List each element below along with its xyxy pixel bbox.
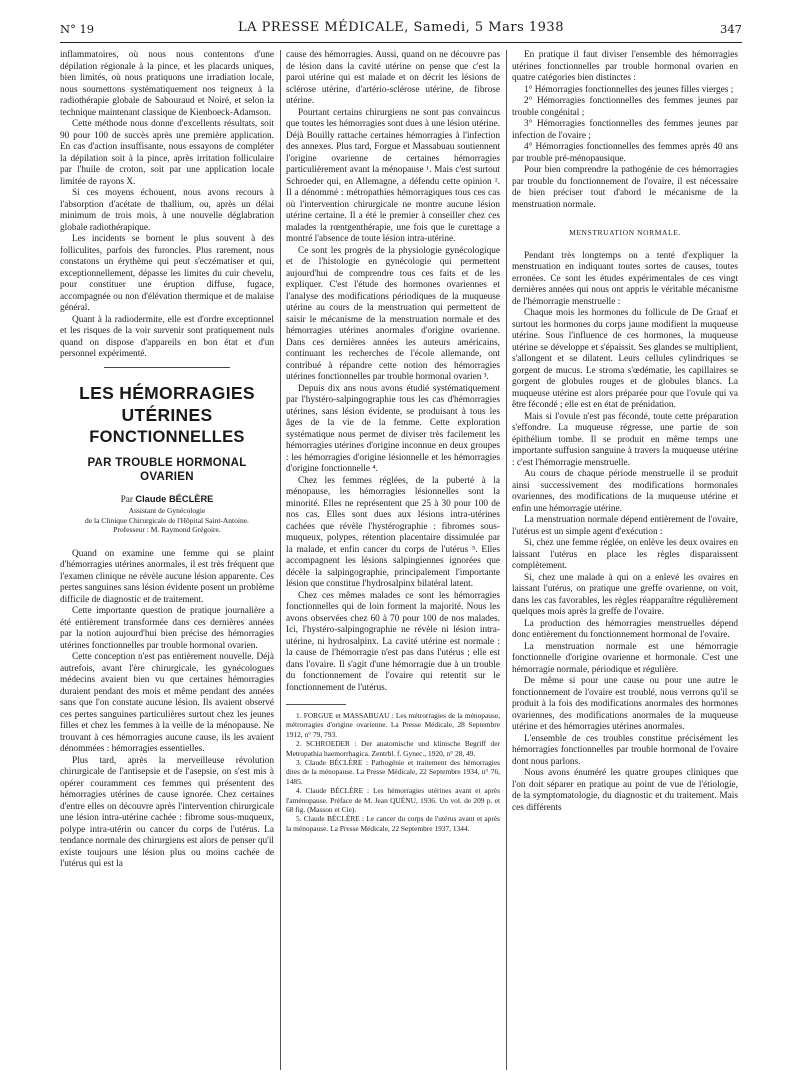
paragraph: Mais si l'ovule n'est pas fécondé, toute cette préparation s'effondre. La muqueuse régresse, une partie de son épithélium tombe. Il se produit en même temps une importante suffusion sanguine à travers la muqueuse utérine : c'est l'hémorragie menstruelle. — [512, 411, 738, 468]
footnote: 1. FORGUE et MASSABUAU : Les métrorragies de la ménopause, métrorragies d'origine ovarienne. La Presse Médicale, 28 Septembre 1912, n° 79, 793. — [286, 711, 500, 739]
footnote: 5. Claude BÉCLÈRE : Le cancer du corps de l'utérus avant et après la ménopause. La Presse Médicale, 22 Septembre 1937, 1344. — [286, 814, 500, 833]
article-subtitle: OVARIEN — [140, 470, 194, 483]
paragraph: Plus tard, après la merveilleuse révolution chirurgicale de l'antisepsie et de l'asepsie, on s'est mis à opérer couramment ces femmes qui présentent des hémorragies utérines de cause ignorée. Chez certaines d'entre elles on découvre après l'intervention chirurgicale une lésion intra-utérine cachée : fibrome sous-muqueux, polype intra-utérin ou cancer du corps de l'utérus. La tendance normale des chirurgiens est alors de penser qu'il existe toujours une lésion plus ou moins cachée de l'utérus qui est la — [60, 755, 274, 869]
paragraph: Nous avons énuméré les quatre groupes cliniques que l'on doit séparer en pratique au point de vue de l'étiologie, de la symptomatologie, du diagnostic et du traitement. Mais ces différents — [512, 768, 738, 813]
paragraph: Chez les femmes réglées, de la puberté à la ménopause, les hémorragies lésionnelles sont la minorité. Elles ne représentent que 25 à 30 pour 100 de nos cas. Elles sont dues aux lésions intra-utérines cachées que révèle l'hystérographie : fibromes sous-muqueux, polypes, rétention placentaire dissimulée par la malade, et enfin cancer du corps de l'utérus ⁵. Elles accompagnent les lésions salpingiennes ignorées que décèle la salpingographie, principalement l'importante lésion que constitue l'hydrosalpinx bilatéral latent. — [286, 475, 500, 589]
paragraph: Pour bien comprendre la pathogénie de ces hémorragies par trouble du fonctionnement de l'ovaire, il est nécessaire de bien préciser tout d'abord le mécanisme de la menstruation normale. — [512, 165, 738, 210]
footnotes — [286, 704, 500, 833]
journal-title: LA PRESSE MÉDICALE, Samedi, 5 Mars 1938 — [238, 20, 564, 35]
paragraph: Les incidents se bornent le plus souvent à des folliculites, parfois des furoncles. Plus rarement, nous constatons un érythème qui peut s'eczématiser et qui, exceptionnellement, dépasse les limites du cuir chevelu, pour constituer une éruption diffuse, fugace, accompagnée ou non d'élévation thermique et de malaise général. — [60, 234, 274, 313]
header-rule — [60, 42, 742, 43]
paragraph: La menstruation normale est une hémorragie fonctionnelle d'origine ovarienne et hormonale. C'est une hémorragie normale, périodique et régulière. — [512, 641, 738, 675]
byline-prefix: Par — [120, 494, 134, 505]
paragraph: De même si pour une cause ou pour une autre le fonctionnement de l'ovaire est troublé, nous verrons qu'il se produit à la fois des modifications anormales des hormones ovariennes, des modifications anormales de la muqueuse utérine et des hémorragies utérines anormales. — [512, 676, 738, 732]
paragraph: Pourtant certains chirurgiens ne sont pas convaincus que toutes les hémorragies sont dues à une lésion utérine. Déjà Bouilly rattache certaines hémorragies à l'infection des annexes. Plus tard, Forgue et Massabuau soutiennent l'origine ovarienne de certaines hémorragies particulièrement avant la ménopause ¹. Mais c'est surtout Schroeder qui, en Allemagne, a défendu cette opinion ². Il a dénommé : métropathies hémorragiques tous ces cas où l'intervention chirurgicale ne montre aucune lésion utérine certaine. Il a été le premier à conseiller chez ces malades la rœntgenthérapie, une fois que le curettage a montré l'absence de toute lésion intra-utérine. — [286, 107, 500, 244]
affiliation-line: de la Clinique Chirurgicale de l'Hôpital Saint-Antoine. — [85, 515, 249, 525]
author-affiliation — [60, 506, 274, 535]
paragraph: Quant à la radiodermite, elle est d'ordre exceptionnel et les risques de la voir survenir sont pratiquement nuls quand on dispose d'appareils en bon état et d'un personnel expérimenté. — [60, 314, 274, 359]
paragraph: inflammatoires, où nous nous contentons d'une dépilation régionale à la pince, et les placards uniques, bien limités, où nous pratiquons une irradiation locale, nous soumettons systématiquement nos teigneux à la radiothérapie globale de Sabouraud et Noiré, et selon la technique maintenant classique de Kienboeck-Adamson. — [60, 50, 274, 118]
running-header — [60, 14, 742, 40]
list-item: 2° Hémorragies fonctionnelles des femmes jeunes par trouble congénital ; — [512, 96, 738, 118]
paragraph: En pratique il faut diviser l'ensemble des hémorragies utérines fonctionnelles par trouble hormonal ovarien en quatre catégories bien distinctes : — [512, 50, 738, 83]
paragraph: Pendant très longtemps on a tenté d'expliquer la menstruation en indiquant toutes sortes de causes, toutes erronées. Ce sont les études expérimentales de ces vingt dernières années qui nous ont appris le véritable mécanisme de l'hémorragie menstruelle : — [512, 250, 738, 307]
column-divider — [506, 50, 507, 1070]
affiliation-line: Professeur : M. Raymond Grégoire. — [113, 525, 221, 534]
column-1 — [60, 50, 274, 871]
paragraph: Chez ces mêmes malades ce sont les hémorragies fonctionnelles qui de loin forment la majorité. Nous les avons observées chez 60 à 70 pour 100 de nos malades. Ici, l'hystéro-salpingographie ne révèle ni lésion intra-utérine, ni hydrosalpinx. La cavité utérine est normale : la cause de l'hémorragie n'est pas dans l'utérus ; elle est dans l'ovaire. Il s'agit d'une hémorragie due à un trouble du fonctionnement de l'ovaire qui retentit sur le fonctionnement de l'utérus. — [286, 590, 500, 693]
article-separator — [104, 367, 230, 368]
column-3 — [512, 50, 738, 814]
article-title: LES HÉMORRAGIES UTÉRINES — [79, 382, 255, 425]
paragraph: La production des hémorragies menstruelles dépend donc entièrement du fonctionnement hormonal de l'ovaire. — [512, 618, 738, 640]
page-number: 347 — [720, 22, 742, 36]
column-divider — [280, 50, 281, 1070]
footnote: 4. Claude BÉCLÈRE : Les hémorragies utérines avant et après l'aménopause. Préface de M. Jean QUÉNU, 1936. Un vol. de 209 p. et 68 fig. (Masson et Cie). — [286, 786, 500, 815]
footnote: 2. SCHROEDER : Der anatomische und klinische Begriff der Metropathia haemorrhagica. Zentrbl. f. Gynec., 1920, n° 28, 49. — [286, 739, 500, 758]
paragraph: Cette méthode nous donne d'excellents résultats, soit 90 pour 100 de succès après une première application. En cas d'action insuffisante, nous essayons de compléter la dépilation soit à la pince, après irritation folliculaire par l'huile de croton, soit par une application locale limitée de rayons X. — [60, 119, 274, 187]
byline — [60, 494, 274, 507]
article-subtitle: PAR TROUBLE HORMONAL — [87, 456, 247, 469]
footnote-rule — [286, 704, 346, 705]
paragraph: Au cours de chaque période menstruelle il se produit ainsi successivement des modifications hormonales ovariennes, des modifications de la muqueuse utérine et enfin une hémorragie utérine. — [512, 469, 738, 514]
footnote: 3. Claude BÉCLÈRE : Pathogénie et traitement des hémorragies dites de la ménopause. La Presse Médicale, 22 Septembre 1934, n° 76, 1485. — [286, 758, 500, 786]
author-name: Claude BÉCLÈRE — [135, 493, 214, 504]
column-2 — [286, 50, 500, 833]
paragraph: Cette conception n'est pas entièrement nouvelle. Déjà autrefois, avant l'ère chirurgicale, les gynécologues médecins avaient bien vu que certaines hémorragies duraient pendant des mois et même pendant des années sans que l'on constate aucune lésion. Ils avaient observé ces pertes sanguines particulières surtout chez les jeunes filles et chez les femmes à la veille de la ménopause. Ne trouvant à ces hémorragies aucune cause, ils les avaient dénommées : hémorragies essentielles. — [60, 652, 274, 754]
paragraph: Si, chez une malade à qui on a enlevé les ovaires en laissant l'utérus, on pratique une greffe ovarienne, on voit, dans les cas favorables, les règles réapparaître régulièrement quelques mois après la greffe de l'ovaire. — [512, 572, 738, 617]
paragraph: Si, chez une femme réglée, on enlève les deux ovaires en laissant l'utérus en place les règles disparaissent complètement. — [512, 538, 738, 571]
paragraph: La menstruation normale dépend entièrement de l'ovaire, l'utérus est un simple agent d'exécution : — [512, 515, 738, 537]
paragraph: Chaque mois les hormones du follicule de De Graaf et surtout les hormones du corps jaune modifient la muqueuse utérine. Sous l'influence de ces hormones, la muqueuse utérine se développe et s'épaissit. Ses glandes se multiplient, s'allongent et se dilatent. Leurs cellules cylindriques se gorgent de mucus. Le stroma s'œdématie, les capillaires se gorgent de globules rouges et de globules blancs. La muqueuse utérine est alors préparée pour que l'ovule qui va être fécondé ; elle est en état de prénidation. — [512, 308, 738, 410]
paragraph: cause des hémorragies. Aussi, quand on ne découvre pas de lésion dans la cavité utérine on pense que c'est la paroi utérine qui est malade et on décrit les lésions de sclérose utérine, d'artério-sclérose utérine, de fibrose utérine. — [286, 50, 500, 106]
paragraph: L'ensemble de ces troubles constitue précisément les hémorragies fonctionnelles par trouble hormonal de l'ovaire dont nous parlons. — [512, 733, 738, 767]
list-item: 3° Hémorragies fonctionnelles des femmes jeunes par infection de l'ovaire ; — [512, 119, 738, 141]
list-item: 4° Hémorragies fonctionnelles des femmes après 40 ans par trouble pré-ménopausique. — [512, 142, 738, 164]
list-item: 1° Hémorragies fonctionnelles des jeunes filles vierges ; — [524, 84, 734, 95]
issue-number: N° 19 — [60, 22, 95, 36]
affiliation-line: Assistant de Gynécologie — [128, 506, 206, 515]
paragraph: Depuis dix ans nous avons étudié systématiquement par l'hystéro-salpingographie tous les cas d'hémorragies utérines, sans lésion évidente, se produisant à tous les âges de la vie de la femme. Cette exploration systématique nous permet de diviser très facilement les hémorragies utérines d'origine inconnue en deux groupes : les hémorragies d'origine lésionnelle et les hémorragies d'origine fonctionnelle ⁴. — [286, 383, 500, 474]
paragraph: Si ces moyens échouent, nous avons recours à l'absorption d'acétate de thallium, ou, après un délai minimum de trois mois, à une nouvelle déglabration globale radiothérapique. — [60, 188, 274, 233]
paragraph: Quand on examine une femme qui se plaint d'hémorragies utérines anormales, il est très fréquent que l'examen clinique ne révèle aucune lésion apparente. Ces pertes sanguines sans lésion évidente posent un problème difficile de diagnostic et de traitement. — [60, 548, 274, 605]
article-title: FONCTIONNELLES — [89, 427, 245, 446]
paragraph: Cette importante question de pratique journalière a été entièrement transformée dans ces dernières années par la notion aujourd'hui bien précise des hémorragies utérines fonctionnelles par trouble hormonal ovarien. — [60, 606, 274, 651]
section-heading: MENSTRUATION NORMALE. — [569, 228, 681, 237]
paragraph: Ce sont les progrès de la physiologie gynécologique et de l'histologie en gynécologie qui permettent aujourd'hui de comprendre tous ces faits et de les expliquer. C'est l'étude des hormones ovariennes et l'analyse des modifications périodiques de la muqueuse utérine au cours de la menstruation qui permettent de saisir le mécanisme de la menstruation normale et des hémorragies utérines anormales d'origine ovarienne. Dans ces dernières années les auteurs américains, continuant les recherches de l'école allemande, ont contribué à répandre cette notion des hémorragies utérines fonctionnelles par trouble hormonal ovarien ³. — [286, 245, 500, 382]
